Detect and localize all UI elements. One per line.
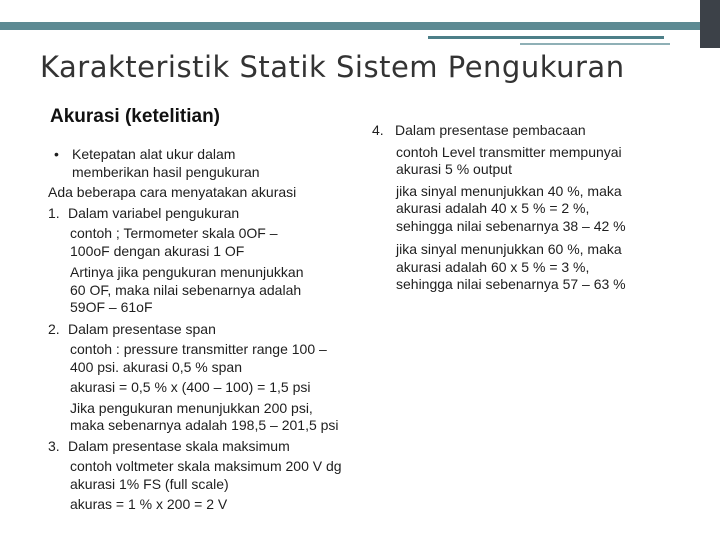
title-accent-line (428, 36, 664, 39)
item-line: akurasi adalah 40 x 5 % = 2 %, (396, 200, 590, 216)
bullet-text-line-2: memberikan hasil pengukuran (72, 163, 260, 180)
left-column (48, 146, 378, 514)
bullet-marker: • (54, 146, 59, 162)
item-number: 3. (48, 437, 60, 454)
right-column (372, 122, 702, 294)
item-line: akurasi 1% FS (full scale) (70, 475, 229, 492)
item-line: jika sinyal menunjukkan 60 %, maka (396, 241, 622, 257)
item-number: 1. (48, 204, 60, 221)
item-line: 100oF dengan akurasi 1 OF (70, 242, 245, 259)
bullet-item (48, 146, 378, 164)
item-line: akurasi 5 % output (396, 161, 512, 177)
item-line: 59OF – 61oF (70, 299, 153, 315)
item-line: Artinya jika pengukuran menunjukkan (70, 264, 304, 280)
item-title: Dalam variabel pengukuran (68, 204, 240, 221)
item-line: sehingga nilai sebenarnya 38 – 42 % (396, 217, 626, 234)
item-line: contoh Level transmitter mempunyai (396, 143, 622, 160)
item-line: akurasi adalah 60 x 5 % = 3 %, (396, 258, 590, 275)
item-title: Dalam presentase pembacaan (395, 122, 586, 138)
item-line: akurasi = 0,5 % x (400 – 100) = 1,5 psi (70, 379, 311, 395)
item-title: Dalam presentase span (68, 320, 216, 337)
item-line: akuras = 1 % x 200 = 2 V (70, 496, 228, 512)
bullet-text-line-1: Ketepatan alat ukur dalam (72, 146, 236, 162)
list-item-1 (48, 205, 378, 223)
item-line: Jika pengukuran menunjukkan 200 psi, (70, 399, 313, 416)
title-accent-line-thin (520, 43, 670, 45)
item-line: maka sebenarnya adalah 198,5 – 201,5 psi (70, 417, 339, 433)
list-item-3 (48, 438, 378, 456)
intro-text: Ada beberapa cara menyatakan akurasi (48, 184, 297, 200)
list-item-2 (48, 321, 378, 339)
top-bar (0, 22, 700, 30)
item-line: sehingga nilai sebenarnya 57 – 63 % (396, 276, 626, 292)
item-number: 4. (372, 122, 384, 138)
item-line: contoh voltmeter skala maksimum 200 V dg (70, 458, 342, 474)
item-line: contoh ; Termometer skala 0OF – (70, 225, 278, 241)
slide-title: Karakteristik Statik Sistem Pengukuran (40, 50, 625, 84)
section-heading: Akurasi (ketelitian) (50, 106, 220, 127)
item-line: jika sinyal menunjukkan 40 %, maka (396, 182, 622, 199)
list-item-4 (372, 122, 702, 140)
top-corner-block (700, 0, 720, 48)
item-line: 60 OF, maka nilai sebenarnya adalah (70, 281, 302, 298)
item-line: 400 psi. akurasi 0,5 % span (70, 358, 242, 375)
item-line: contoh : pressure transmitter range 100 – (70, 341, 327, 357)
item-number: 2. (48, 320, 60, 337)
item-title: Dalam presentase skala maksimum (68, 437, 290, 454)
